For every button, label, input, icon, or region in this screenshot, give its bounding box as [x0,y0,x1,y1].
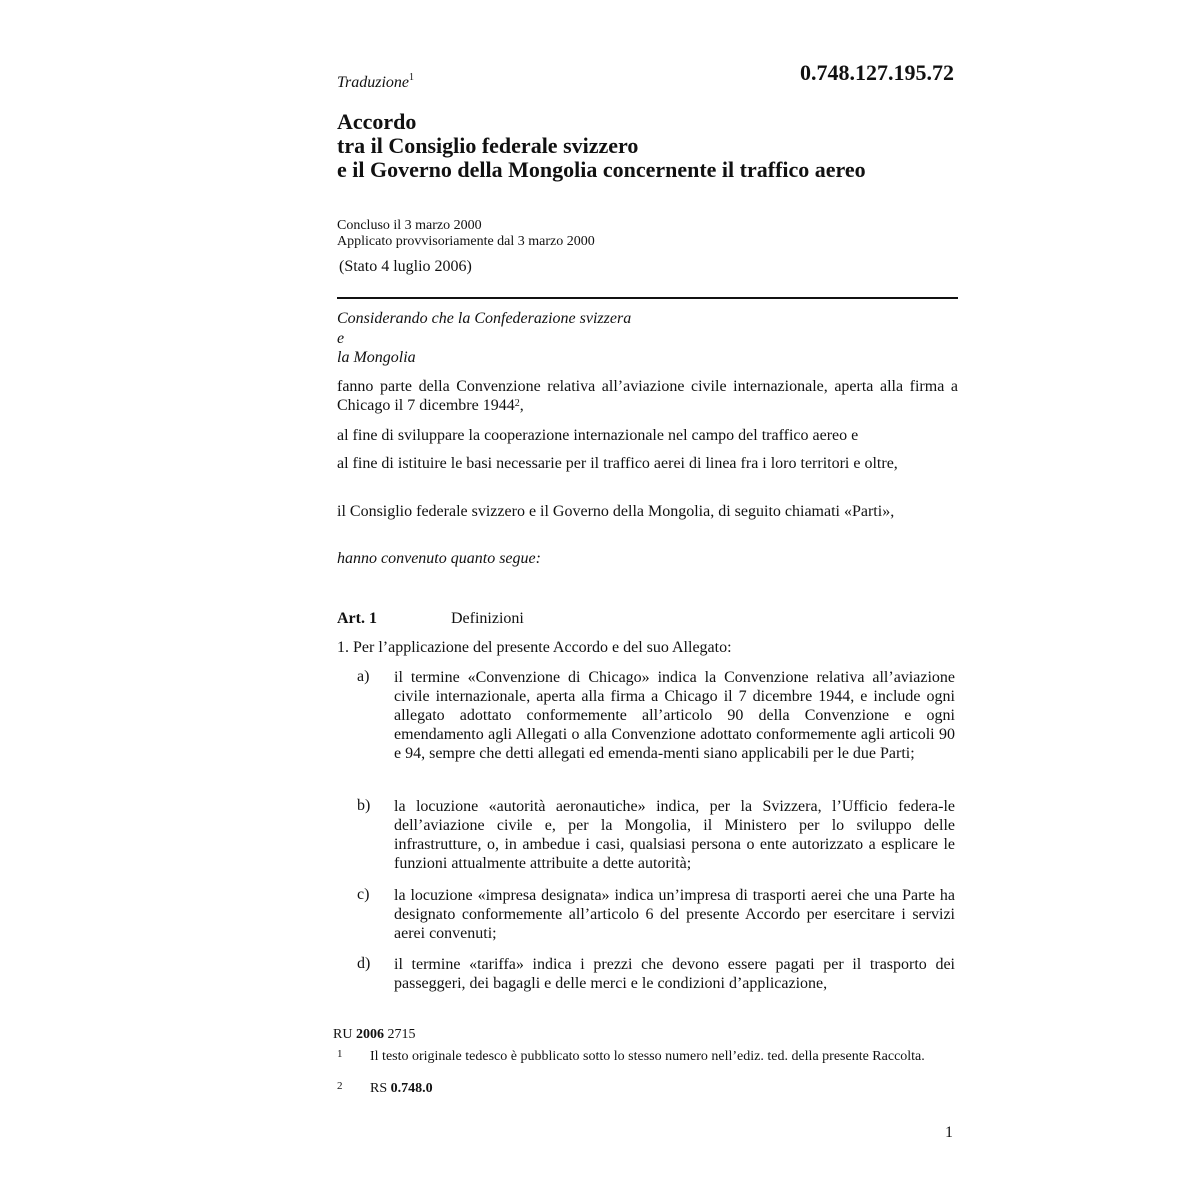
preamble-paragraph-3: al fine di istituire le basi necessarie per il traffico aerei di linea fra i loro territori e oltre, [337,455,898,472]
official-collection-ref: RU 2006 2715 [333,1027,416,1042]
footnote-link[interactable]: 0.748.0 [390,1081,433,1096]
header-divider [337,297,958,299]
list-item-letter: b) [357,797,371,814]
preamble-and: e [337,330,345,347]
footnote-text: RS 0.748.0 [370,1081,433,1096]
preamble-paragraph-1: fanno parte della Convenzione relativa all’aviazione civile internazionale, aperta alla firma a Chicago il 7 dicembre 1944$^2$, [337,378,958,414]
footnote-text: Il testo originale tedesco è pubblicato sotto lo stesso numero nell’ediz. ted. della presente Raccolta. [370,1049,925,1064]
footnote-number: 1 [337,1048,343,1060]
footnote-ref-1[interactable]: 1 [409,72,415,83]
preamble-agreed: hanno convenuto quanto segue: [337,550,541,567]
list-item-letter: a) [357,668,370,685]
preamble-mongolia: la Mongolia [337,349,416,366]
list-item-text: la locuzione «impresa designata» indica un’impresa di trasporti aerei che una Parte ha designato conformemente all’articolo 6 del presente Accordo per esercitare i servizi aerei convenuti; [394,887,955,942]
preamble-paragraph-2: al fine di sviluppare la cooperazione internazionale nel campo del traffico aereo e [337,427,859,444]
article-paragraph-1: 1. Per l’applicazione del presente Accordo e del suo Allegato: [337,639,732,656]
page-number: 1 [945,1124,953,1141]
footnote-number: 2 [337,1080,343,1092]
concluded-date: Concluso il 3 marzo 2000 [337,218,482,233]
list-item-text: il termine «tariffa» indica i prezzi che devono essere pagati per il trasporto dei passeggeri, dei bagagli e delle merci e le condizioni d’applicazione, [394,956,955,992]
preamble-considering: Considerando che la Confederazione svizzera [337,310,632,327]
list-item-letter: c) [357,886,370,903]
title-line-1: Accordo [337,109,417,134]
footnote-ref-2[interactable]: 2 [514,398,520,409]
article-title: Definizioni [451,610,524,627]
document-title [337,110,977,182]
list-item-letter: d) [357,955,371,972]
article-number: Art. 1 [337,610,377,627]
preamble-paragraph-4: il Consiglio federale svizzero e il Governo della Mongolia, di seguito chiamati «Parti», [337,503,895,520]
title-line-3: e il Governo della Mongolia concernente il traffico aereo [337,157,866,182]
list-item-text: il termine «Convenzione di Chicago» indica la Convenzione relativa all’aviazione civile internazionale, aperta alla firma a Chicago il 7 dicembre 1944, e include ogni allegato adottato conformemente all’articolo 90 della Convenzione e ogni emendamento agli Allegati o alla Convenzione adottato conformemente agli articoli 90 e 94, sempre che detti allegati ed emenda-menti siano applicabili per le due Parti; [394,669,955,762]
list-item-text: la locuzione «autorità aeronautiche» indica, per la Svizzera, l’Ufficio federa-le dell’aviazione civile e, per la Mongolia, il Ministero per lo sviluppo delle infrastrutture, o, in ambedue i casi, qualsiasi persona o ente autorizzato a esplicare le funzioni attualmente attribuite a dette autorità; [394,798,955,872]
title-line-2: tra il Consiglio federale svizzero [337,133,639,158]
status-date: (Stato 4 luglio 2006) [339,258,472,275]
applied-date: Applicato provvisoriamente dal 3 marzo 2000 [337,234,595,249]
conclusion-info [337,218,595,250]
translation-label: Traduzione$^1$ [337,72,415,91]
sr-number: 0.748.127.195.72 [800,60,954,85]
